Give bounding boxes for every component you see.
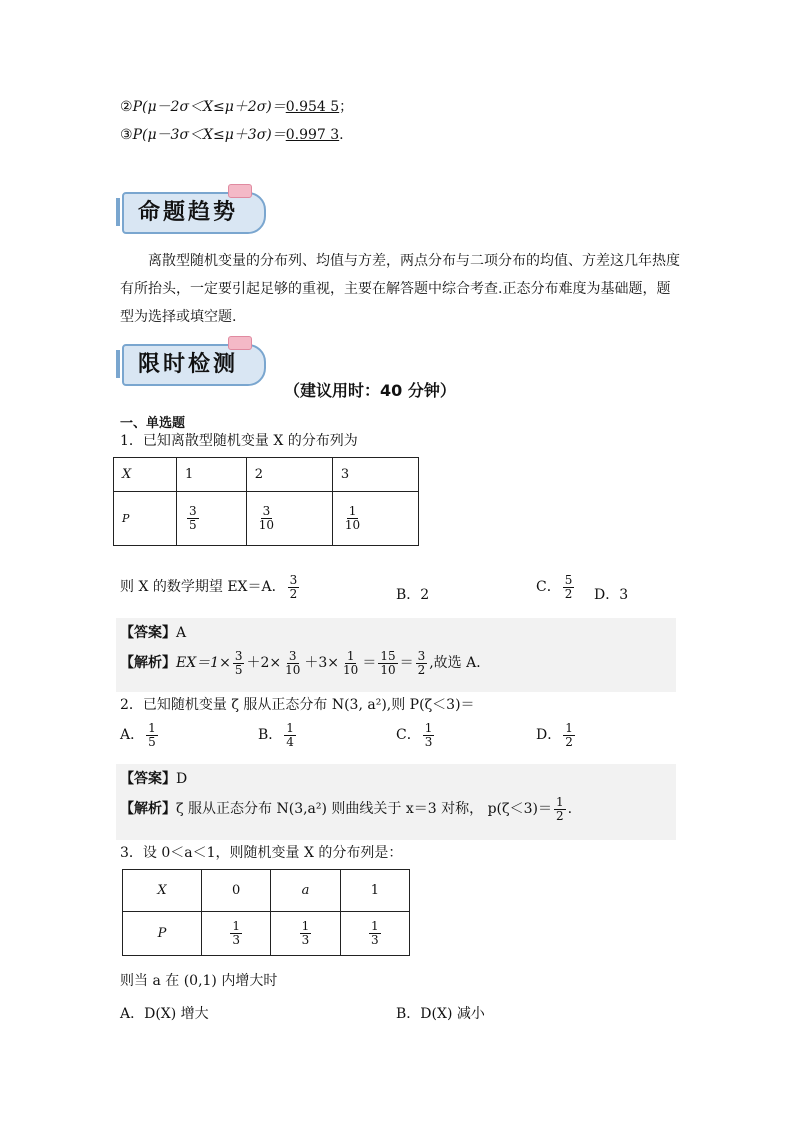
frac-den: 3 — [232, 933, 240, 947]
q1-cell — [332, 492, 418, 546]
frac-den: 3 — [371, 933, 379, 947]
frac-num: 3 — [417, 649, 426, 663]
trend-paragraph-line-3: 型为选择或填空题. — [120, 309, 237, 325]
q3-distribution-table — [122, 869, 410, 956]
frac-den: 10 — [285, 662, 301, 677]
frac-num: 3 — [234, 649, 243, 663]
analysis-label: 【解析】 — [120, 655, 176, 672]
frac-num: 1 — [371, 919, 379, 934]
q3-option-a: A．D(X) 增大 — [120, 1006, 209, 1022]
q1-option-b: B．2 — [396, 587, 430, 603]
frac-num: 1 — [555, 795, 564, 809]
frac-den: 2 — [564, 586, 573, 601]
q3-cell: a — [271, 870, 340, 912]
frac-den: 5 — [189, 518, 197, 532]
frac-num: 3 — [262, 504, 271, 519]
q1-cell: 3 — [332, 458, 418, 492]
frac-num: 1 — [301, 919, 310, 934]
q1-cell: X — [114, 458, 177, 492]
q1-cell: P — [114, 492, 177, 546]
q3-ask: 则当 a 在 (0,1) 内增大时 — [120, 973, 278, 989]
frac-den: 2 — [555, 808, 564, 823]
banner-edge — [116, 198, 120, 226]
q2-stem: 2．已知随机变量 ζ 服从正态分布 N(3, a²),则 P(ζ＜3)＝ — [120, 697, 475, 713]
q1-table-row-p — [114, 492, 419, 546]
q1-question — [120, 574, 301, 600]
time-note: （建议用时：40 分钟） — [284, 381, 456, 400]
frac-den: 2 — [417, 662, 426, 677]
q2-analysis — [120, 796, 572, 822]
frac-num: 1 — [348, 504, 357, 519]
frac-den: 5 — [234, 662, 243, 677]
q1-option-c — [536, 574, 576, 600]
frac-den: 10 — [380, 662, 396, 677]
analysis-text: . — [567, 801, 573, 818]
frac-den: 4 — [286, 734, 294, 749]
frac-num: 1 — [148, 721, 156, 735]
q1-distribution-table — [113, 457, 419, 546]
answer-label: 【答案】 — [120, 625, 176, 641]
q3-cell — [271, 912, 340, 956]
q3-cell: 0 — [202, 870, 271, 912]
frac-num: 1 — [424, 721, 433, 735]
trend-title: 命题趋势 — [138, 200, 239, 225]
q3-cell — [340, 912, 409, 956]
frac-den: 2 — [289, 586, 298, 601]
trend-banner — [116, 188, 266, 234]
q2-option-a — [120, 722, 160, 748]
formula-2-value: 0.954 5 — [285, 99, 340, 115]
analysis-text: ＝ — [362, 655, 377, 672]
q2-option-d — [536, 722, 577, 748]
frac-num: 1 — [232, 919, 240, 934]
q3-cell: P — [123, 912, 202, 956]
answer-value: D — [176, 771, 188, 787]
frac-num: 3 — [289, 573, 298, 587]
answer-value: A — [176, 625, 187, 641]
q1-cell: 2 — [246, 458, 332, 492]
banner-edge — [116, 350, 120, 378]
option-label: C． — [536, 579, 561, 596]
frac-den: 10 — [343, 662, 359, 677]
frac-num: 1 — [565, 721, 573, 735]
q1-cell: 1 — [177, 458, 247, 492]
frac-den: 5 — [148, 734, 156, 749]
q2-answer — [120, 768, 187, 788]
q1-option-d: D．3 — [594, 587, 629, 603]
analysis-text: ζ 服从正态分布 N(3,a²) 则曲线关于 x＝3 对称， p(ζ＜3)＝ — [176, 801, 552, 818]
frac-num: 15 — [380, 649, 396, 663]
q3-table-row-x — [123, 870, 410, 912]
q3-cell — [202, 912, 271, 956]
formula-3-expr: P(μ－3σ＜X≤μ＋3σ)＝ — [132, 127, 286, 143]
frac-num: 1 — [346, 649, 355, 663]
formula-3-value: 0.997 3 — [285, 127, 340, 143]
option-label: B． — [258, 727, 283, 744]
test-title: 限时检测 — [138, 352, 239, 377]
q3-cell: 1 — [340, 870, 409, 912]
q1-analysis — [120, 650, 490, 676]
frac-num: 3 — [189, 504, 197, 519]
analysis-label: 【解析】 — [120, 801, 176, 818]
q3-cell: X — [123, 870, 202, 912]
option-label: D． — [536, 727, 562, 744]
q2-option-c — [396, 722, 436, 748]
option-label: C． — [396, 727, 421, 744]
q1-stem: 1．已知离散型随机变量 X 的分布列为 — [120, 433, 358, 449]
q3-table-row-p — [123, 912, 410, 956]
analysis-text: ＋2× — [246, 655, 282, 672]
frac-den: 10 — [258, 518, 275, 532]
analysis-text: ,故选 A． — [429, 655, 491, 672]
q3-option-b: B．D(X) 减小 — [396, 1006, 485, 1022]
analysis-text: ＝ — [399, 655, 414, 672]
option-label: A． — [120, 727, 145, 744]
formula-3-index: ③ — [120, 127, 133, 143]
part-heading: 一、单选题 — [120, 416, 186, 431]
q1-ask: 则 X 的数学期望 EX＝A． — [120, 579, 286, 596]
q2-option-b — [258, 722, 298, 748]
frac-num: 3 — [288, 649, 297, 663]
formula-2-expr: P(μ－2σ＜X≤μ＋2σ)＝ — [132, 99, 286, 115]
formula-3 — [120, 124, 344, 144]
test-banner — [116, 340, 266, 386]
frac-den: 3 — [424, 734, 433, 749]
frac-den: 3 — [301, 933, 310, 947]
answer-label: 【答案】 — [120, 771, 176, 787]
trend-paragraph-line-2: 有所抬头，一定要引起足够的重视，主要在解答题中综合考查.正态分布难度为基础题，题 — [120, 281, 671, 297]
q1-table-row-x — [114, 458, 419, 492]
analysis-text: EX＝1× — [176, 655, 231, 672]
formula-2 — [120, 96, 353, 116]
frac-num: 5 — [564, 573, 573, 587]
q1-option-a — [288, 574, 300, 600]
frac-den: 2 — [565, 734, 573, 749]
analysis-text: ＋3× — [304, 655, 340, 672]
formula-2-index: ② — [120, 99, 133, 115]
formula-2-end: ； — [339, 99, 354, 115]
q1-cell — [246, 492, 332, 546]
q1-cell — [177, 492, 247, 546]
trend-paragraph-line-1: 离散型随机变量的分布列、均值与方差，两点分布与二项分布的均值、方差这几年热度 — [148, 253, 680, 269]
q3-stem: 3．设 0＜a＜1，则随机变量 X 的分布列是： — [120, 845, 403, 861]
frac-num: 1 — [286, 721, 294, 735]
formula-3-end: . — [339, 127, 344, 143]
frac-den: 10 — [344, 518, 361, 532]
q1-answer — [120, 622, 186, 642]
